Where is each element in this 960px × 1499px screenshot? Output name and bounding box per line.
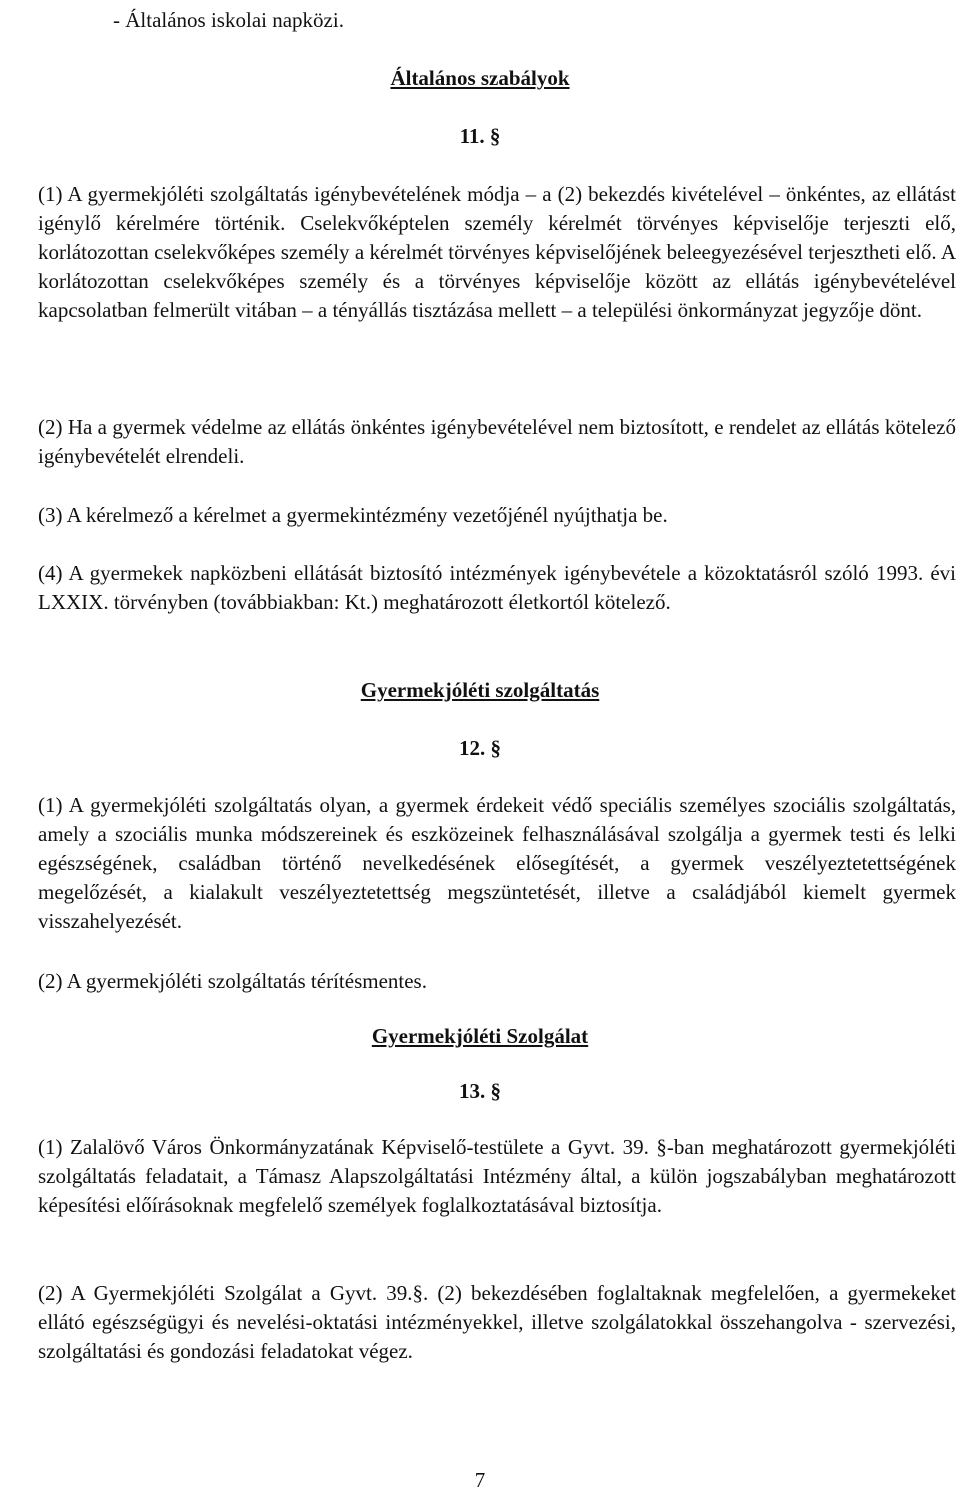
heading-altalanos-szabalyok: Általános szabályok (390, 66, 570, 90)
section-13: 13. § (459, 1079, 501, 1103)
list-bullet-line: - Általános iskolai napközi. (113, 8, 344, 32)
heading-gyermekjoleti-szolgaltatas: Gyermekjóléti szolgáltatás (360, 678, 600, 702)
section-12: 12. § (459, 736, 501, 760)
s12-paragraph-2: (2) A gyermekjóléti szolgáltatás térítésmentes. (38, 969, 427, 993)
s11-paragraph-4: (4) A gyermekek napközbeni ellátását biztosító intézmények igénybevétele a közoktatásról szóló 1993. évi LXXIX. törvényben (továbbiakban: Kt.) meghatározott életkortól kötelező. (38, 561, 956, 614)
s11-paragraph-3: (3) A kérelmező a kérelmet a gyermekintézmény vezetőjénél nyújthatja be. (38, 503, 668, 527)
s11-paragraph-1: (1) A gyermekjóléti szolgáltatás igénybevételének módja – a (2) bekezdés kivételével – önkéntes, az ellátást igénylő kérelmére történik. Cselekvőképtelen személy kérelmét törvényes képviselője terjeszti elő, korlátozottan cselekvőképes személy a kérelmét törvényes képviselőjének beleegyezésével terjesztheti elő. A korlátozottan cselekvőképes személy és a törvényes képviselője között az ellátás igénybevételével kapcsolatban felmerült vitában – a tényállás tisztázása mellett – a települési önkormányzat jegyzője dönt. (38, 182, 956, 322)
page-number: 7 (474, 1468, 486, 1492)
s13-paragraph-1: (1) Zalalövő Város Önkormányzatának Képviselő-testülete a Gyvt. 39. §-ban meghatározott gyermekjóléti szolgáltatás feladatait, a Támasz Alapszolgáltatási Intézmény által, a külön jogszabályban meghatározott képesítési előírásoknak megfelelő személyek foglalkoztatásával biztosítja. (38, 1135, 956, 1217)
s13-paragraph-2: (2) A Gyermekjóléti Szolgálat a Gyvt. 39.§. (2) bekezdésében foglaltaknak megfelelően, a gyermekeket ellátó egészségügyi és nevelési-oktatási intézményekkel, illetve szolgálatokkal összehangolva - szervezési, szolgáltatási és gondozási feladatokat végez. (38, 1281, 956, 1363)
s11-paragraph-2: (2) Ha a gyermek védelme az ellátás önkéntes igénybevételével nem biztosított, e rendelet az ellátás kötelező igénybevételét elrendeli. (38, 415, 956, 468)
s12-paragraph-1: (1) A gyermekjóléti szolgáltatás olyan, a gyermek érdekeit védő speciális személyes szociális szolgáltatás, amely a szociális munka módszereinek és eszközeinek felhasználásával szolgálja a gyermek testi és lelki egészségének, családban történő nevelkedésének elősegítését, a gyermek veszélyeztetettségének megelőzését, a kialakult veszélyeztetettség megszüntetését, illetve a családjából kiemelt gyermek visszahelyezését. (38, 793, 956, 933)
heading-gyermekjoleti-szolgalat: Gyermekjóléti Szolgálat (371, 1024, 589, 1048)
section-11: 11. § (459, 124, 501, 148)
